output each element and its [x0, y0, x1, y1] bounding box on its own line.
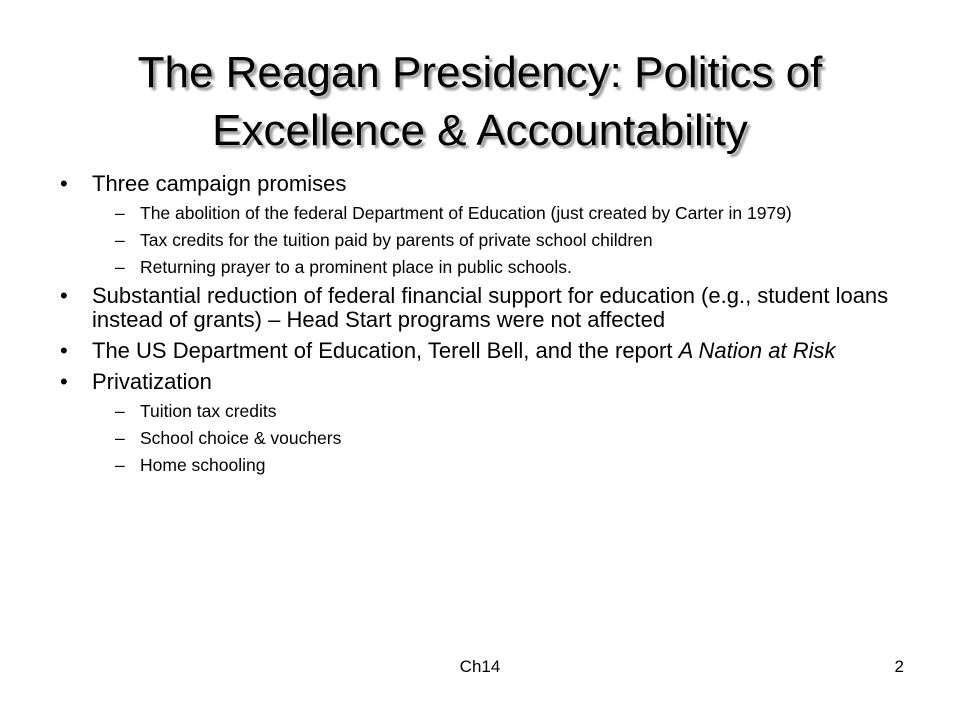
bullet-campaign-promises [60, 172, 905, 196]
slide-body [60, 172, 905, 479]
bullet-federal-support-reduction [60, 284, 905, 332]
sub-item-text: Returning prayer to a prominent place in public schools. [140, 257, 572, 277]
dash-icon: – [115, 401, 125, 421]
bullet-text: Privatization [92, 369, 212, 394]
dash-icon: – [115, 257, 125, 277]
dash-icon: – [115, 230, 125, 250]
sub-item [115, 230, 905, 250]
sub-list-campaign-promises [60, 203, 905, 277]
sub-item [115, 203, 905, 223]
dash-icon: – [115, 428, 125, 448]
dash-icon: – [115, 203, 125, 223]
sub-item-text: Tuition tax credits [140, 401, 277, 421]
bullet-department-of-education [60, 339, 905, 363]
bullet-icon: • [60, 338, 68, 363]
title-line-1: The Reagan Presidency: Politics of [137, 48, 823, 97]
sub-item [115, 455, 905, 475]
bullet-text: Three campaign promises [92, 171, 347, 196]
bullet-icon: • [60, 171, 68, 196]
page-number: 2 [894, 657, 904, 676]
footer-chapter: Ch14 [459, 657, 501, 676]
bullet-icon: • [60, 283, 68, 308]
bullet-text: The US Department of Education, Terell Bell, and the report [92, 338, 679, 363]
dash-icon: – [115, 455, 125, 475]
report-title: A Nation at Risk [678, 338, 836, 363]
bullet-icon: • [60, 369, 68, 394]
sub-item [115, 401, 905, 421]
sub-item-text: School choice & vouchers [140, 428, 342, 448]
sub-item-text: Tax credits for the tuition paid by parents of private school children [140, 230, 653, 250]
title-line-2: Excellence & Accountability [212, 106, 748, 155]
sub-item [115, 428, 905, 448]
slide-title [60, 44, 900, 160]
bullet-privatization [60, 370, 905, 394]
bullet-text: Substantial reduction of federal financial support for education (e.g., student loans instead of grants) – Head Start programs were not affected [92, 283, 889, 332]
sub-list-privatization [60, 401, 905, 475]
sub-item-text: Home schooling [140, 455, 266, 475]
sub-item-text: The abolition of the federal Department of Education (just created by Carter in 1979) [140, 203, 792, 223]
sub-item [115, 257, 905, 277]
